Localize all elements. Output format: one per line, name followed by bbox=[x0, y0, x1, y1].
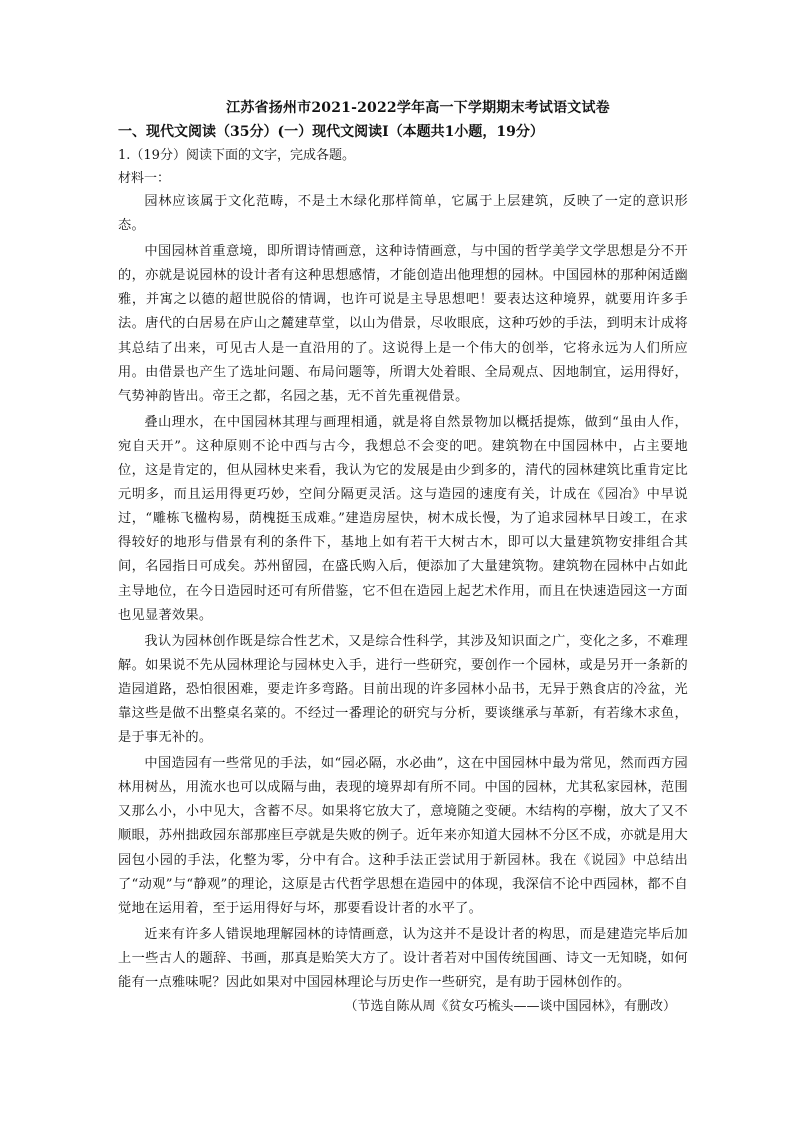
document-title: 江苏省扬州市2021-2022学年高一下学期期末考试语文试卷 bbox=[226, 100, 610, 116]
paragraph-2: 中国园林首重意境，即所谓诗情画意，这种诗情画意，与中国的哲学美学文学思想是分不开的，亦就是说园林的设计者有这种思想感情，才能创造出他理想的园林。中国园林的那种闲适幽雅，并寓之以德的超世脱俗的情调，也许可说是主导思想吧！要表达这种境界，就要用许多手法。唐代的白居易在庐山之麓建草堂，以山为借景，尽收眼底，这种巧妙的手法，到明末计成将其总结了出来，可见古人是一直沿用的了。这说得上是一个伟大的创举，它将永远为人们所应用。由借景也产生了选址问题、布局问题等，所谓大处着眼、全局观点、因地制宜，运用得好，气势神韵皆出。帝王之都，名园之基，无不首先重视借景。 bbox=[118, 244, 688, 404]
paragraph-1: 园林应该属于文化范畴，不是土木绿化那样简单，它属于上层建筑，反映了一定的意识形态。 bbox=[118, 194, 688, 234]
paragraph-4: 我认为园林创作既是综合性艺术，又是综合性科学，其涉及知识面之广，变化之多，不难理解。如果说不先从园林理论与园林史入手，进行一些研究，要创作一个园林，或是另开一条新的造园道路，恐怕很困难，要走许多弯路。目前出现的许多园林小品书，无异于熟食店的冷盆，光靠这些是做不出整桌名菜的。不经过一番理论的研究与分析，要谈继承与革新，有若缘木求鱼，是于事无补的。 bbox=[118, 633, 688, 746]
paragraph-5: 中国造园有一些常见的手法，如“园必隔，水必曲”，这在中国园林中最为常见，然而西方园林用树丛，用流水也可以成隔与曲，表现的境界却有所不同。中国的园林，尤其私家园林，范围又那么小，小中见大，含蓄不尽。如果将它放大了，意境随之变硬。木结构的亭榭，放大了又不顺眼，苏州拙政园东部那座巨亭就是失败的例子。近年来亦知道大园林不分区不成，亦就是用大园包小园的手法，化整为零，分中有合。这种手法正尝试用于新园林。我在《说园》中总结出了“动观”与“静观”的理论，这原是古代哲学思想在造园中的体现，我深信不论中西园林，都不自觉地在运用着，至于运用得好与坏，那要看设计者的水平了。 bbox=[118, 756, 688, 916]
question-instruction: 1.（19分）阅读下面的文字，完成各题。 bbox=[118, 148, 355, 163]
paragraph-6: 近来有许多人错误地理解园林的诗情画意，认为这并不是设计者的构思，而是建造完毕后加上一些古人的题辞、书画，那真是贻笑大方了。设计者若对中国传统国画、诗文一无知晓，如何能有一点雅味呢？因此如果对中国园林理论与历史作一些研究，是有助于园林创作的。 bbox=[118, 926, 688, 990]
source-citation: （节选自陈从周《贫女巧梳头——谈中国园林》，有删改） bbox=[344, 999, 676, 1015]
material-label: 材料一： bbox=[118, 171, 171, 186]
paragraph-3: 叠山理水，在中国园林其理与画理相通，就是将自然景物加以概括提炼，做到“虽由人作，宛自天开”。这种原则不论中西与古今，我想总不会变的吧。建筑物在中国园林中，占主要地位，这是肯定的，但从园林史来看，我认为它的发展是由少到多的，清代的园林建筑比重肯定比元明多，而且运用得更巧妙，空间分隔更灵活。这与造园的速度有关，计成在《园冶》中早说过，“雕栋飞楹构易，荫槐挺玉成难。”建造房屋快，树木成长慢，为了追求园林早日竣工，在求得较好的地形与借景有利的条件下，基地上如有若干大树古木，即可以大量建筑物安排组合其间，名园指日可成矣。苏州留园，在盛氏购入后，便添加了大量建筑物。建筑物在园林中占如此主导地位，在今日造园时还可有所借鉴，它不但在造园上起艺术作用，而且在快速造园这一方面也见显著效果。 bbox=[118, 414, 688, 623]
section-heading: 一、现代文阅读（35分）(一）现代文阅读Ⅰ（本题共1小题，19分） bbox=[118, 124, 544, 140]
document-body bbox=[118, 98, 688, 1019]
